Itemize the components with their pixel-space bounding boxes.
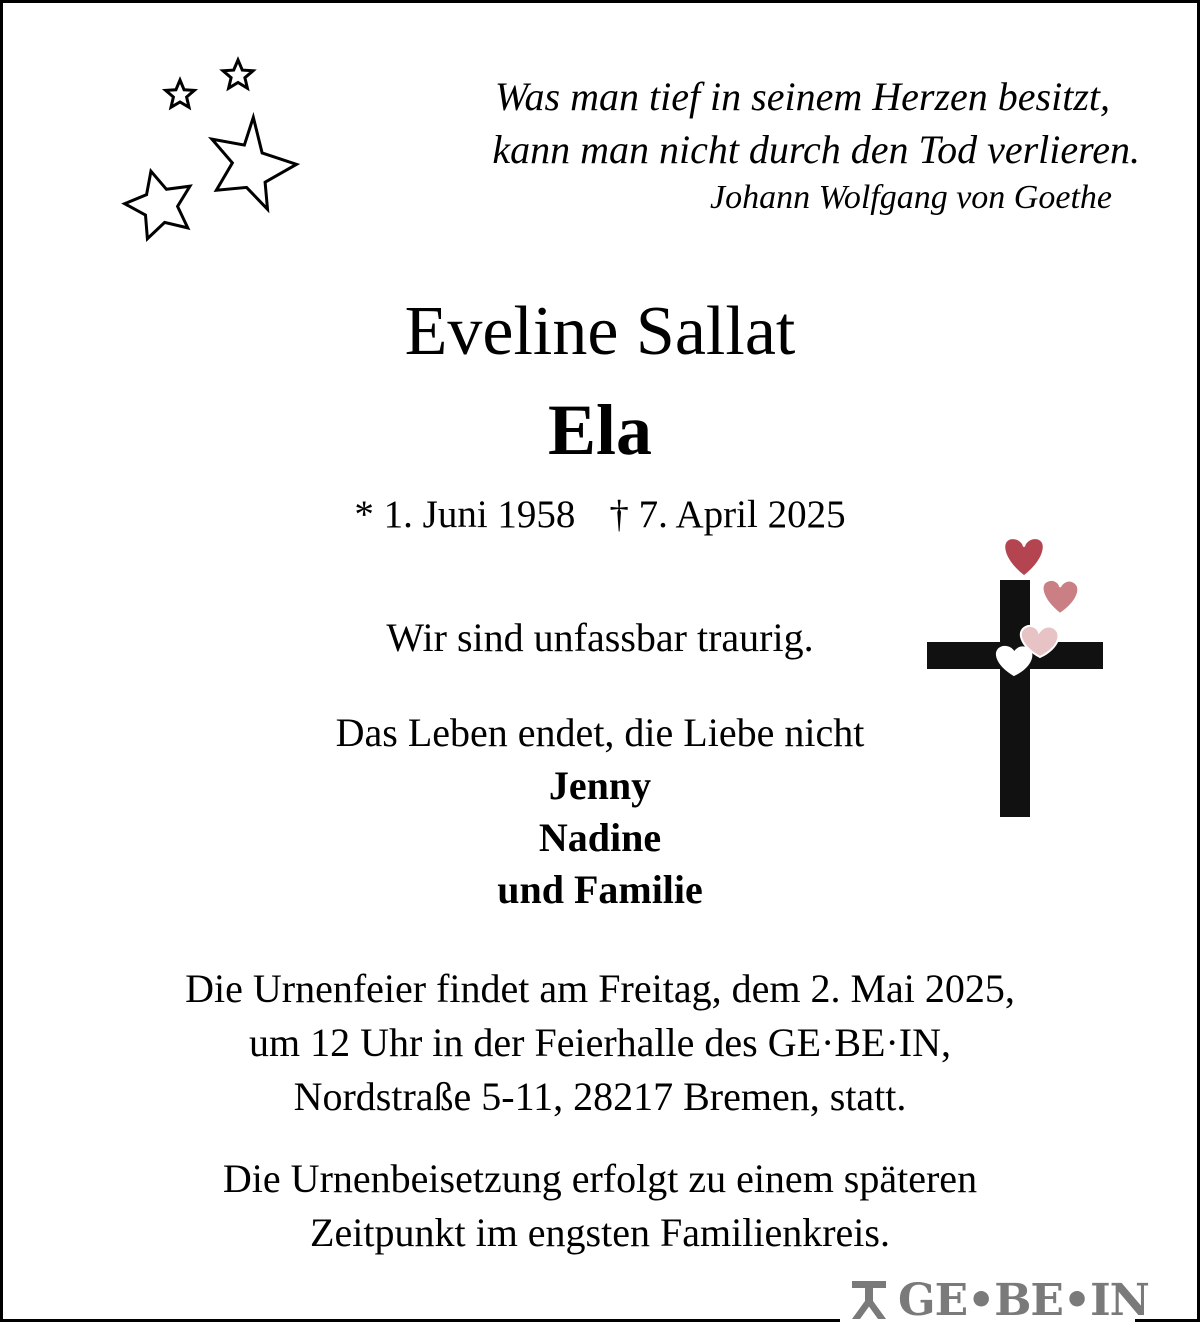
gebein-logo: [848, 1272, 1149, 1328]
grief-message: Wir sind unfassbar traurig.: [386, 615, 814, 660]
gebein-logo-icon: [848, 1277, 890, 1323]
stars-icon: [120, 55, 310, 245]
ceremony-info: [0, 962, 1200, 1124]
quote-line-2: kann man nicht durch den Tod verlieren.: [492, 127, 1140, 172]
burial-line-1: Die Urnenbeisetzung erfolgt zu einem späteren: [222, 1156, 978, 1201]
death-date: † 7. April 2025: [609, 493, 846, 536]
bottom-rule-left: [0, 1319, 840, 1322]
cross-vertical: [1000, 580, 1030, 817]
burial-info: [0, 1152, 1200, 1260]
gebein-logo-text: GE•BE•IN: [898, 1274, 1149, 1326]
birth-date: * 1. Juni 1958: [354, 493, 576, 536]
star-medium: [120, 162, 200, 242]
motto: Das Leben endet, die Liebe nicht: [335, 710, 865, 755]
star-small-2: [223, 60, 253, 88]
deceased-name: Eveline Sallat: [404, 293, 796, 370]
quote: [340, 70, 1140, 220]
heart-icon: [1004, 538, 1044, 577]
star-large: [200, 110, 304, 213]
quote-author: Johann Wolfgang von Goethe: [710, 179, 1112, 216]
mourner-1: Jenny: [548, 763, 652, 808]
heart-icon: [1043, 580, 1079, 614]
deceased-nickname: Ela: [547, 390, 653, 470]
star-small-1: [166, 80, 195, 107]
mourner-3: und Familie: [497, 867, 703, 912]
burial-line-2: Zeitpunkt im engsten Familienkreis.: [310, 1210, 890, 1255]
cross-icon: [920, 530, 1110, 825]
ceremony-line-3: Nordstraße 5-11, 28217 Bremen, statt.: [293, 1074, 907, 1119]
ceremony-line-1: Die Urnenfeier findet am Freitag, dem 2. Mai 2025,: [185, 966, 1015, 1011]
mourner-2: Nadine: [538, 815, 662, 860]
ceremony-line-2: um 12 Uhr in der Feierhalle des GE·BE·IN,: [248, 1020, 952, 1065]
quote-line-1: Was man tief in seinem Herzen besitzt,: [494, 74, 1110, 119]
